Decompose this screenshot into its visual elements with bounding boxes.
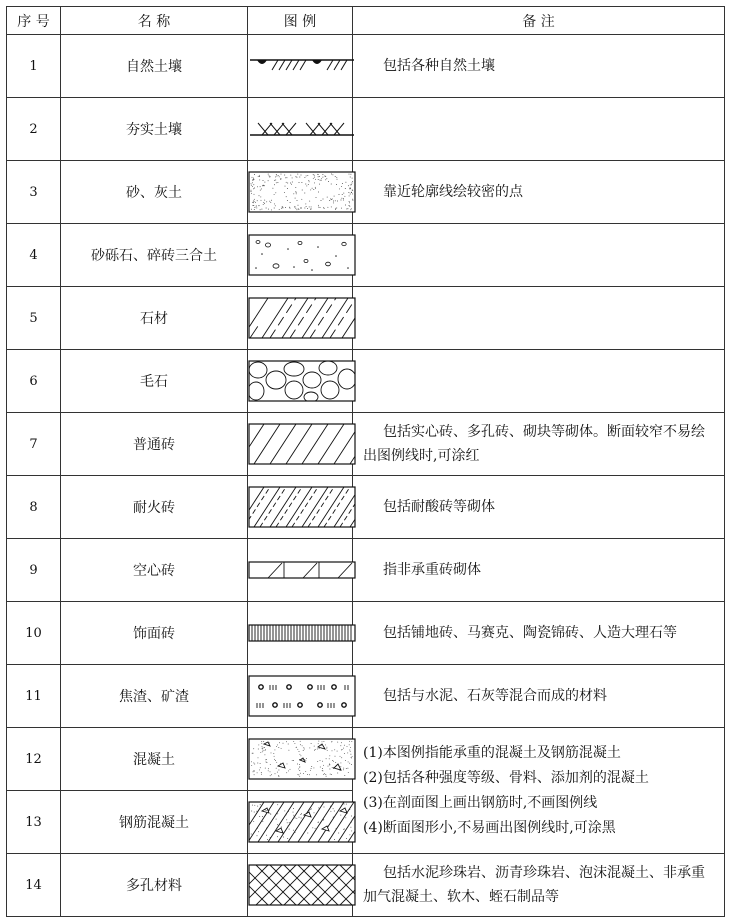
material-name: 自然土壤 (61, 35, 248, 98)
concrete-notes (353, 728, 725, 854)
material-name: 多孔材料 (61, 854, 248, 917)
common-brick-hatch-icon (248, 423, 356, 465)
material-note: 指非承重砖砌体 (353, 539, 725, 602)
row-number: 8 (7, 476, 61, 539)
material-note (353, 224, 725, 287)
table-row (7, 476, 725, 539)
material-name: 普通砖 (61, 413, 248, 476)
table-row (7, 98, 725, 161)
compacted-soil-hatch-icon (248, 119, 356, 139)
material-name: 石材 (61, 287, 248, 350)
material-name: 砂砾石、碎砖三合土 (61, 224, 248, 287)
material-note: 包括水泥珍珠岩、沥青珍珠岩、泡沫混凝土、非承重加气混凝土、软木、蛭石制品等 (353, 854, 725, 917)
row-number: 14 (7, 854, 61, 917)
material-note: 靠近轮廓线绘较密的点 (353, 161, 725, 224)
table-row (7, 350, 725, 413)
concrete-note-3: (3)在剖面图上画出钢筋时,不画图例线 (363, 794, 598, 811)
material-note: 包括与水泥、石灰等混合而成的材料 (353, 665, 725, 728)
concrete-hatch-icon (248, 738, 356, 780)
row-number: 13 (7, 791, 61, 854)
row-number: 1 (7, 35, 61, 98)
material-name: 空心砖 (61, 539, 248, 602)
material-name: 耐火砖 (61, 476, 248, 539)
header-figure: 图 例 (248, 7, 353, 35)
material-name: 焦渣、矿渣 (61, 665, 248, 728)
material-name: 混凝土 (61, 728, 248, 791)
row-number: 9 (7, 539, 61, 602)
row-number: 4 (7, 224, 61, 287)
table-row (7, 602, 725, 665)
table-row (7, 854, 725, 917)
row-number: 5 (7, 287, 61, 350)
table-row (7, 728, 725, 791)
stone-hatch-icon (248, 297, 356, 339)
row-number: 10 (7, 602, 61, 665)
table-row (7, 161, 725, 224)
row-number: 6 (7, 350, 61, 413)
concrete-note-4: (4)断面图形小,不易画出图例线时,可涂黑 (363, 819, 616, 836)
cinder-slag-hatch-icon (248, 675, 356, 717)
concrete-note-1: (1)本图例指能承重的混凝土及钢筋混凝土 (363, 744, 621, 761)
material-name: 毛石 (61, 350, 248, 413)
hollow-brick-hatch-icon (248, 560, 356, 580)
row-number: 12 (7, 728, 61, 791)
row-number: 2 (7, 98, 61, 161)
reinforced-concrete-hatch-icon (248, 801, 356, 843)
firebrick-hatch-icon (248, 486, 356, 528)
material-note: 包括各种自然土壤 (353, 35, 725, 98)
legend-table (6, 6, 725, 917)
row-number: 11 (7, 665, 61, 728)
row-number: 7 (7, 413, 61, 476)
material-note (353, 350, 725, 413)
material-name: 砂、灰土 (61, 161, 248, 224)
gravel-hatch-icon (248, 234, 356, 276)
table-row (7, 665, 725, 728)
material-name: 饰面砖 (61, 602, 248, 665)
material-name: 钢筋混凝土 (61, 791, 248, 854)
header-no: 序 号 (7, 7, 61, 35)
row-number: 3 (7, 161, 61, 224)
table-row (7, 224, 725, 287)
table-header-row (7, 7, 725, 35)
natural-soil-hatch-icon (248, 56, 356, 76)
material-note (353, 98, 725, 161)
rubble-stone-hatch-icon (248, 360, 356, 402)
table-row (7, 35, 725, 98)
material-note: 包括铺地砖、马赛克、陶瓷锦砖、人造大理石等 (353, 602, 725, 665)
material-note: 包括耐酸砖等砌体 (353, 476, 725, 539)
table-row (7, 287, 725, 350)
porous-material-hatch-icon (248, 864, 356, 906)
material-note: 包括实心砖、多孔砖、砌块等砌体。断面较窄不易绘出图例线时,可涂红 (353, 413, 725, 476)
material-name: 夯实土壤 (61, 98, 248, 161)
table-row (7, 413, 725, 476)
table-row (7, 539, 725, 602)
header-name: 名 称 (61, 7, 248, 35)
material-note (353, 287, 725, 350)
header-note: 备 注 (353, 7, 725, 35)
concrete-note-2: (2)包括各种强度等级、骨料、添加剂的混凝土 (363, 769, 649, 786)
facing-brick-hatch-icon (248, 623, 356, 643)
sand-lime-soil-hatch-icon (248, 171, 356, 213)
